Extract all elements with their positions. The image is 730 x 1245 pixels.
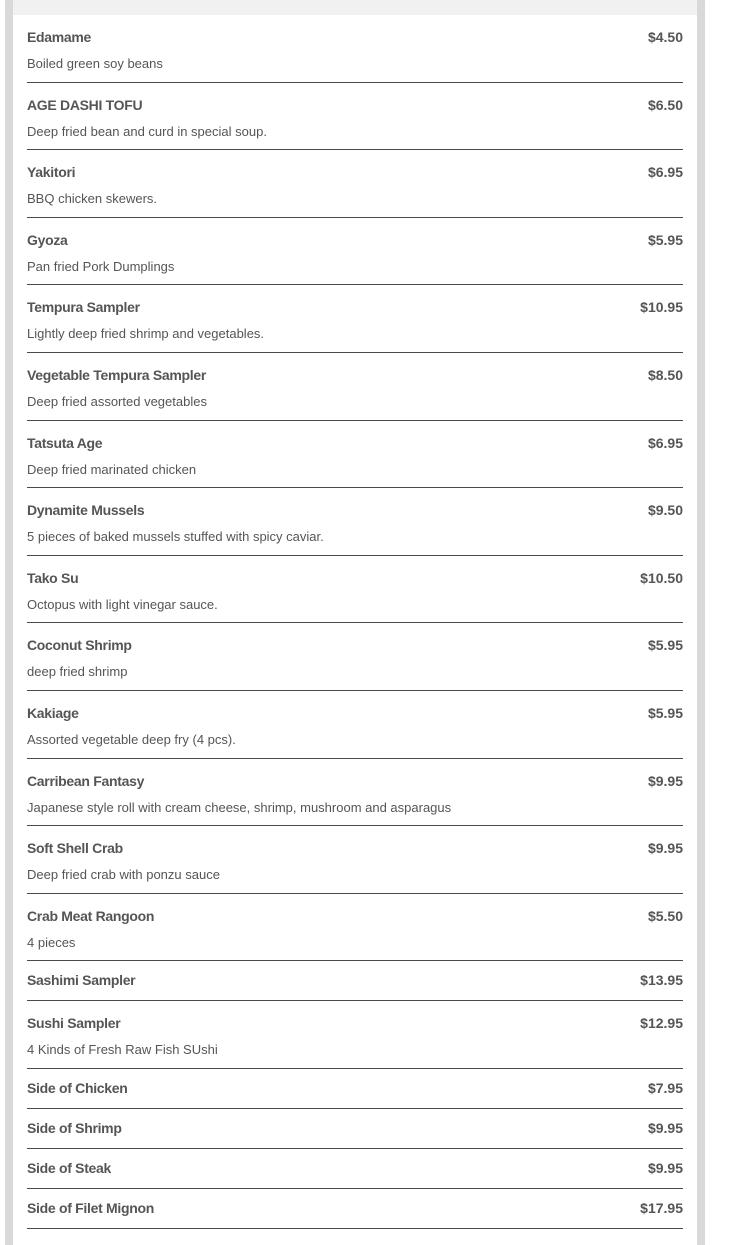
menu-item-name: Tako Su: [27, 569, 79, 586]
menu-item-price: $13.95: [640, 972, 683, 989]
menu-item-price: $7.95: [647, 1079, 683, 1096]
menu-item[interactable]: [27, 691, 683, 759]
menu-item-description: Lightly deep fried shrimp and vegetables.: [27, 326, 265, 342]
menu-item-price: $9.50: [647, 502, 683, 519]
menu-item-description: 4 Kinds of Fresh Raw Fish SUshi: [27, 1042, 218, 1058]
menu-item-description: 5 pieces of baked mussels stuffed with spicy caviar.: [27, 529, 324, 545]
menu-item[interactable]: [27, 15, 683, 83]
menu-item-price: $9.95: [647, 772, 683, 789]
menu-item[interactable]: [27, 826, 683, 894]
menu-item-price: $17.95: [640, 1199, 683, 1216]
menu-item-name: Side of Steak: [27, 1159, 112, 1176]
menu-item-name: AGE DASHI TOFU: [27, 96, 143, 113]
menu-item-price: $9.95: [647, 840, 683, 857]
menu-item[interactable]: [27, 285, 683, 353]
header-band: [13, 0, 697, 15]
menu-item-description: deep fried shrimp: [27, 664, 128, 680]
menu-item-description: Boiled green soy beans: [27, 56, 163, 71]
menu-panel: [5, 0, 705, 1245]
menu-item-description: BBQ chicken skewers.: [27, 191, 158, 207]
menu-item[interactable]: [27, 421, 683, 489]
menu-item-name: Sushi Sampler: [27, 1015, 121, 1032]
menu-item[interactable]: [27, 1189, 683, 1229]
menu-item[interactable]: [27, 556, 683, 624]
menu-item[interactable]: [27, 1149, 683, 1189]
menu-item-name: Coconut Shrimp: [27, 637, 132, 654]
menu-item-name: Gyoza: [27, 231, 68, 248]
menu-item-name: Edamame: [27, 29, 92, 45]
menu-item[interactable]: [27, 353, 683, 421]
menu-item[interactable]: [27, 1069, 683, 1109]
menu-item-price: $6.50: [647, 96, 683, 113]
menu-item-price: $4.50: [647, 29, 683, 45]
menu-item-name: Tatsuta Age: [27, 434, 103, 451]
menu-item-description: Deep fried marinated chicken: [27, 461, 197, 477]
menu-item[interactable]: [27, 488, 683, 556]
menu-item[interactable]: [27, 1109, 683, 1149]
menu-item-price: $10.95: [640, 299, 683, 316]
menu-item-name: Crab Meat Rangoon: [27, 907, 155, 924]
menu-item-price: $9.95: [647, 1159, 683, 1176]
menu-item-price: $5.95: [647, 231, 683, 248]
menu-item-name: Side of Chicken: [27, 1079, 128, 1096]
menu-item-description: Assorted vegetable deep fry (4 pcs).: [27, 731, 236, 747]
menu-item[interactable]: [27, 150, 683, 218]
menu-item-price: $9.95: [647, 1119, 683, 1136]
menu-item-description: Pan fried Pork Dumplings: [27, 258, 175, 274]
menu-item-price: $5.95: [647, 637, 683, 654]
menu-item-name: Dynamite Mussels: [27, 502, 145, 519]
menu-item-name: Soft Shell Crab: [27, 840, 123, 857]
menu-item[interactable]: [27, 623, 683, 691]
menu-item-name: Side of Shrimp: [27, 1119, 122, 1136]
menu-item-price: $6.95: [647, 164, 683, 181]
menu-item-price: $10.50: [640, 569, 683, 586]
menu-item-price: $6.95: [647, 434, 683, 451]
menu-item[interactable]: [27, 759, 683, 827]
menu-item-description: Deep fried bean and curd in special soup.: [27, 123, 267, 139]
menu-item-name: Kakiage: [27, 704, 79, 721]
menu-item-price: $5.50: [647, 907, 683, 924]
menu-item-list: [27, 15, 683, 1229]
menu-item[interactable]: [27, 894, 683, 962]
menu-item-name: Carribean Fantasy: [27, 772, 145, 789]
menu-item[interactable]: [27, 83, 683, 151]
menu-item-price: $8.50: [647, 366, 683, 383]
menu-item[interactable]: [27, 1001, 683, 1069]
menu-item-name: Yakitori: [27, 164, 76, 181]
menu-card: [13, 0, 697, 1245]
menu-item-description: Octopus with light vinegar sauce.: [27, 596, 218, 612]
menu-item-price: $5.95: [647, 704, 683, 721]
menu-item-description: Deep fried assorted vegetables: [27, 393, 207, 409]
menu-item-name: Vegetable Tempura Sampler: [27, 366, 206, 383]
menu-item-price: $12.95: [640, 1015, 683, 1032]
menu-item[interactable]: [27, 961, 683, 1001]
menu-item[interactable]: [27, 218, 683, 286]
menu-item-name: Tempura Sampler: [27, 299, 140, 316]
menu-item-description: Japanese style roll with cream cheese, shrimp, mushroom and asparagus: [27, 799, 452, 815]
menu-item-name: Side of Filet Mignon: [27, 1199, 154, 1216]
menu-item-description: Deep fried crab with ponzu sauce: [27, 867, 220, 883]
menu-item-description: 4 pieces: [27, 934, 76, 950]
menu-item-name: Sashimi Sampler: [27, 972, 136, 989]
